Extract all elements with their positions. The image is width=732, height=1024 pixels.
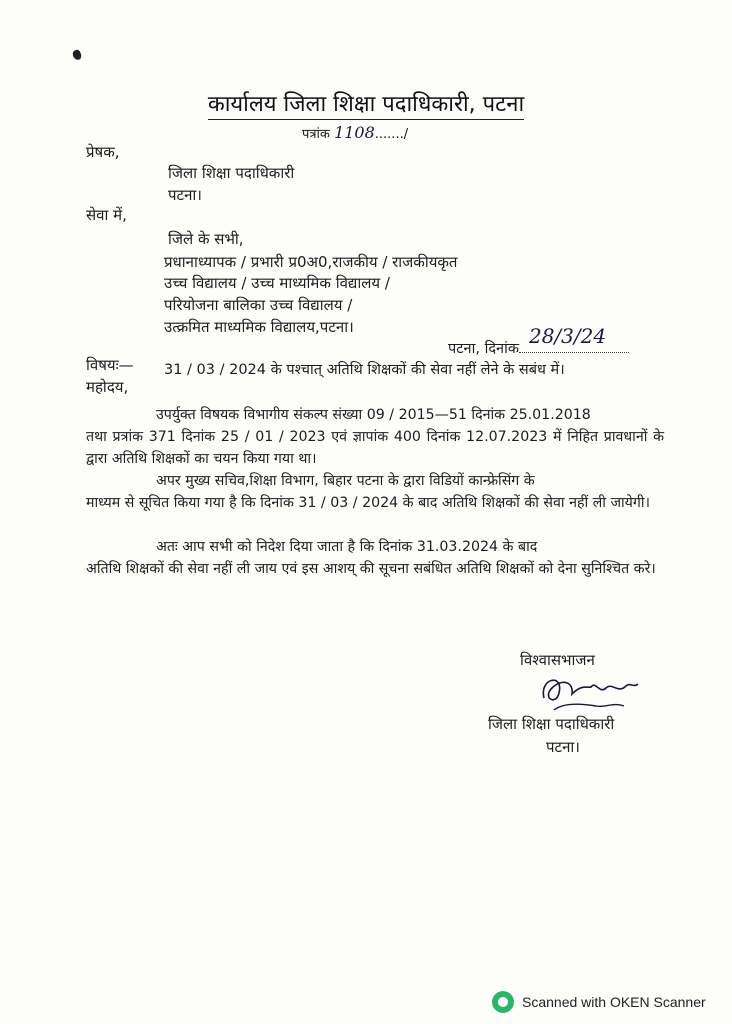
recipient-line-4: परियोजना बालिका उच्च विद्यालय / bbox=[164, 296, 353, 314]
sender-line-1: जिला शिक्षा पदाधिकारी bbox=[168, 164, 295, 182]
scanner-watermark bbox=[492, 990, 706, 1014]
paragraph-1-first-line: उपर्युक्त विषयक विभागीय संकल्प संख्या 09 / 2015—51 दिनांक 25.01.2018 bbox=[156, 407, 591, 423]
date-dotted-field bbox=[519, 324, 629, 353]
reference-number bbox=[302, 123, 408, 142]
recipient-line-5: उत्क्रमित माध्यमिक विद्यालय,पटना। bbox=[164, 318, 354, 336]
paragraph-1-rest: तथा प्रत्रांक 371 दिनांक 25 / 01 / 2023 एवं ज्ञापांक 400 दिनांक 12.07.2023 में निहित प्रावधानों के द्वारा अतिथि शिक्षकों का चयन किया गया था। bbox=[86, 429, 664, 467]
valediction: विश्वासभाजन bbox=[520, 651, 595, 669]
salutation: महोदय, bbox=[86, 378, 129, 396]
recipient-line-3: उच्च विद्यालय / उच्च माध्यमिक विद्यालय / bbox=[164, 274, 390, 292]
date-handwritten: 28/3/24 bbox=[528, 324, 607, 348]
reference-suffix: ......./ bbox=[374, 127, 409, 142]
paragraph-3 bbox=[86, 536, 664, 580]
paragraph-2 bbox=[86, 470, 664, 514]
signature-scribble bbox=[534, 668, 644, 718]
paragraph-3-rest: अतिथि शिक्षकों की सेवा नहीं ली जाय एवं इस आशय् की सूचना सबंधित अतिथि शिक्षकों को देना सुनिश्चित करे। bbox=[86, 561, 656, 577]
sender-label: प्रेषक, bbox=[86, 143, 120, 161]
sender-line-2: पटना। bbox=[168, 186, 202, 204]
ink-dot-mark bbox=[72, 49, 83, 61]
scanner-text: Scanned with OKEN Scanner bbox=[522, 994, 706, 1010]
subject-label: विषयः— bbox=[86, 356, 134, 374]
recipient-line-1: जिले के सभी, bbox=[168, 230, 244, 248]
reference-label: पत्रांक bbox=[302, 127, 330, 142]
recipient-line-2: प्रधानाध्यापक / प्रभारी प्र0अ0,राजकीय / राजकीयकृत bbox=[164, 253, 458, 271]
oken-scanner-logo-icon bbox=[492, 991, 514, 1013]
date-label: पटना, दिनांक bbox=[448, 341, 519, 357]
paragraph-2-rest: माध्यम से सूचित किया गया है कि दिनांक 31 / 03 / 2024 के बाद अतिथि शिक्षकों की सेवा नहीं ली जायेगी। bbox=[86, 495, 650, 511]
subject-text: 31 / 03 / 2024 के पश्चात् अतिथि शिक्षकों की सेवा नहीं लेने के सबंध में। bbox=[164, 362, 565, 378]
paragraph-2-first-line: अपर मुख्य सचिव,शिक्षा विभाग, बिहार पटना के द्वारा विडियों कान्फ्रेसिंग के bbox=[156, 473, 535, 489]
reference-number-handwritten: 1108 bbox=[334, 123, 375, 142]
office-title-text: कार्यालय जिला शिक्षा पदाधिकारी, पटना bbox=[208, 88, 524, 120]
paragraph-1 bbox=[86, 404, 664, 470]
recipient-label: सेवा में, bbox=[86, 206, 127, 224]
date-line bbox=[448, 324, 629, 358]
office-title bbox=[0, 88, 732, 120]
signatory-designation: जिला शिक्षा पदाधिकारी bbox=[488, 715, 615, 733]
paragraph-3-first-line: अतः आप सभी को निदेश दिया जाता है कि दिनांक 31.03.2024 के बाद bbox=[156, 539, 538, 555]
signatory-place: पटना। bbox=[546, 738, 580, 756]
